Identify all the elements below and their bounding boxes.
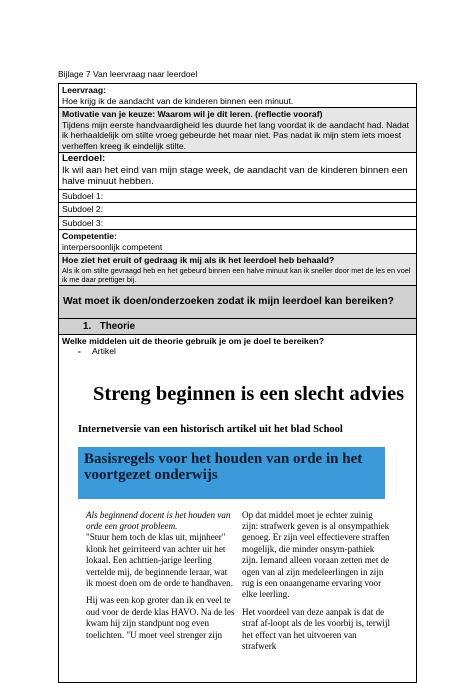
article-title: Streng beginnen is een slecht advies xyxy=(93,382,405,405)
motivatie-label: Motivatie van je keuze: Waarom wil je dit leren. (reflectie vooraf) xyxy=(62,109,323,119)
subdoel-row-2 xyxy=(59,203,416,217)
middelen-list-item xyxy=(59,346,416,357)
motivatie-text: Tijdens mijn eerste handvaardigheid les duurde het lang voordat ik de aandacht had. Nadat ik herhaaldelijk om stilte vroeg gebeurde het maar niet. Pas nadat ik mijn stem iets moest verheffen kreeg ik eindelijk stilte. xyxy=(62,119,410,151)
bullet-dash: - xyxy=(78,346,81,356)
middelen-cell xyxy=(59,335,416,682)
section-number: 1. xyxy=(83,320,92,332)
document-title: Bijlage 7 Van leervraag naar leerdoel xyxy=(58,69,198,79)
gedrag-label: Hoe ziet het eruit of gedraag ik mij als ik het leerdoel heb behaald? xyxy=(62,255,335,265)
middelen-item-text: Artikel xyxy=(92,346,116,356)
leerdoel-label: Leerdoel: xyxy=(62,153,106,164)
gedrag-row xyxy=(59,254,416,286)
article-paragraph: "Stuur hem toch de klas uit, mijnheer" klonk het geirriteerd van achter uit het lokaal. Een achttien-jarige leerling vertelde mij, de beginnende leraar, wat ik moest doen om de orde te handhaven. xyxy=(86,532,233,588)
subdoel-row-1 xyxy=(59,190,416,204)
leerdoel-text: Ik wil aan het eind van mijn stage week, de aandacht van de kinderen binnen een halve minuut hebben. xyxy=(62,164,408,187)
article-paragraph: Het voordeel van deze aanpak is dat de straf af-loopt als de les voorbij is, terwijl het effect van het uitvoeren van strafwerk xyxy=(242,606,390,651)
motivatie-row xyxy=(59,108,416,153)
leervraag-table xyxy=(58,83,417,683)
competentie-label: Competentie: xyxy=(62,231,117,241)
section-heading xyxy=(59,319,416,335)
competentie-row xyxy=(59,230,416,254)
competentie-text: interpersoonlijk competent xyxy=(62,241,163,252)
article-intro: Als beginnend docent is het houden van orde een groot probleem. xyxy=(86,509,231,531)
article-column-left xyxy=(86,510,236,647)
leervraag-label: Leervraag: xyxy=(62,85,106,95)
subdoel-label: Subdoel 2: xyxy=(62,204,104,214)
article-subtitle: Internetversie van een historisch artikel uit het blad School xyxy=(78,423,343,435)
leervraag-text: Hoe krijg ik de aandacht van de kinderen binnen een minuut. xyxy=(62,95,294,106)
gedrag-text: Als ik om stilte gevraagd heb en het gebeurd binnen een halve minuut kan ik sneller door met de les en voel ik me daar prettiger bij. xyxy=(62,265,411,284)
article-paragraph: Op dat middel moet je echter zuinig zijn: strafwerk geven is al onsympathiek genoeg. Er zijn veel effectievere straffen mogelijk, die minder onsym-pathiek zijn. Iemand alleen voraan zetten met de ogen van al zijn medeleerlingen in zijn rug is een onaangename ervaring voor elke leerling. xyxy=(242,509,390,600)
leervraag-row xyxy=(59,84,416,108)
article-paragraph: Hij was een kop groter dan ik en veel te oud voor de derde klas HAVO. Na de les kwam hij zijn standpunt nog even toelichten. "U moet veel strenger zijn xyxy=(86,595,235,640)
leerdoel-row xyxy=(59,153,416,190)
section-title: Theorie xyxy=(99,320,136,332)
article-column-right xyxy=(242,510,390,659)
subdoel-label: Subdoel 1: xyxy=(62,190,104,201)
article-heading-box: Basisregels voor het houden van orde in het voortgezet onderwijs xyxy=(78,447,385,499)
subdoel-row-3 xyxy=(59,217,416,231)
main-question: Wat moet ik doen/onderzoeken zodat ik mijn leerdoel kan bereiken? xyxy=(59,286,416,319)
middelen-question: Welke middelen uit de theorie gebruik je om je doel te bereiken? xyxy=(62,335,325,346)
subdoel-label: Subdoel 3: xyxy=(62,217,104,228)
